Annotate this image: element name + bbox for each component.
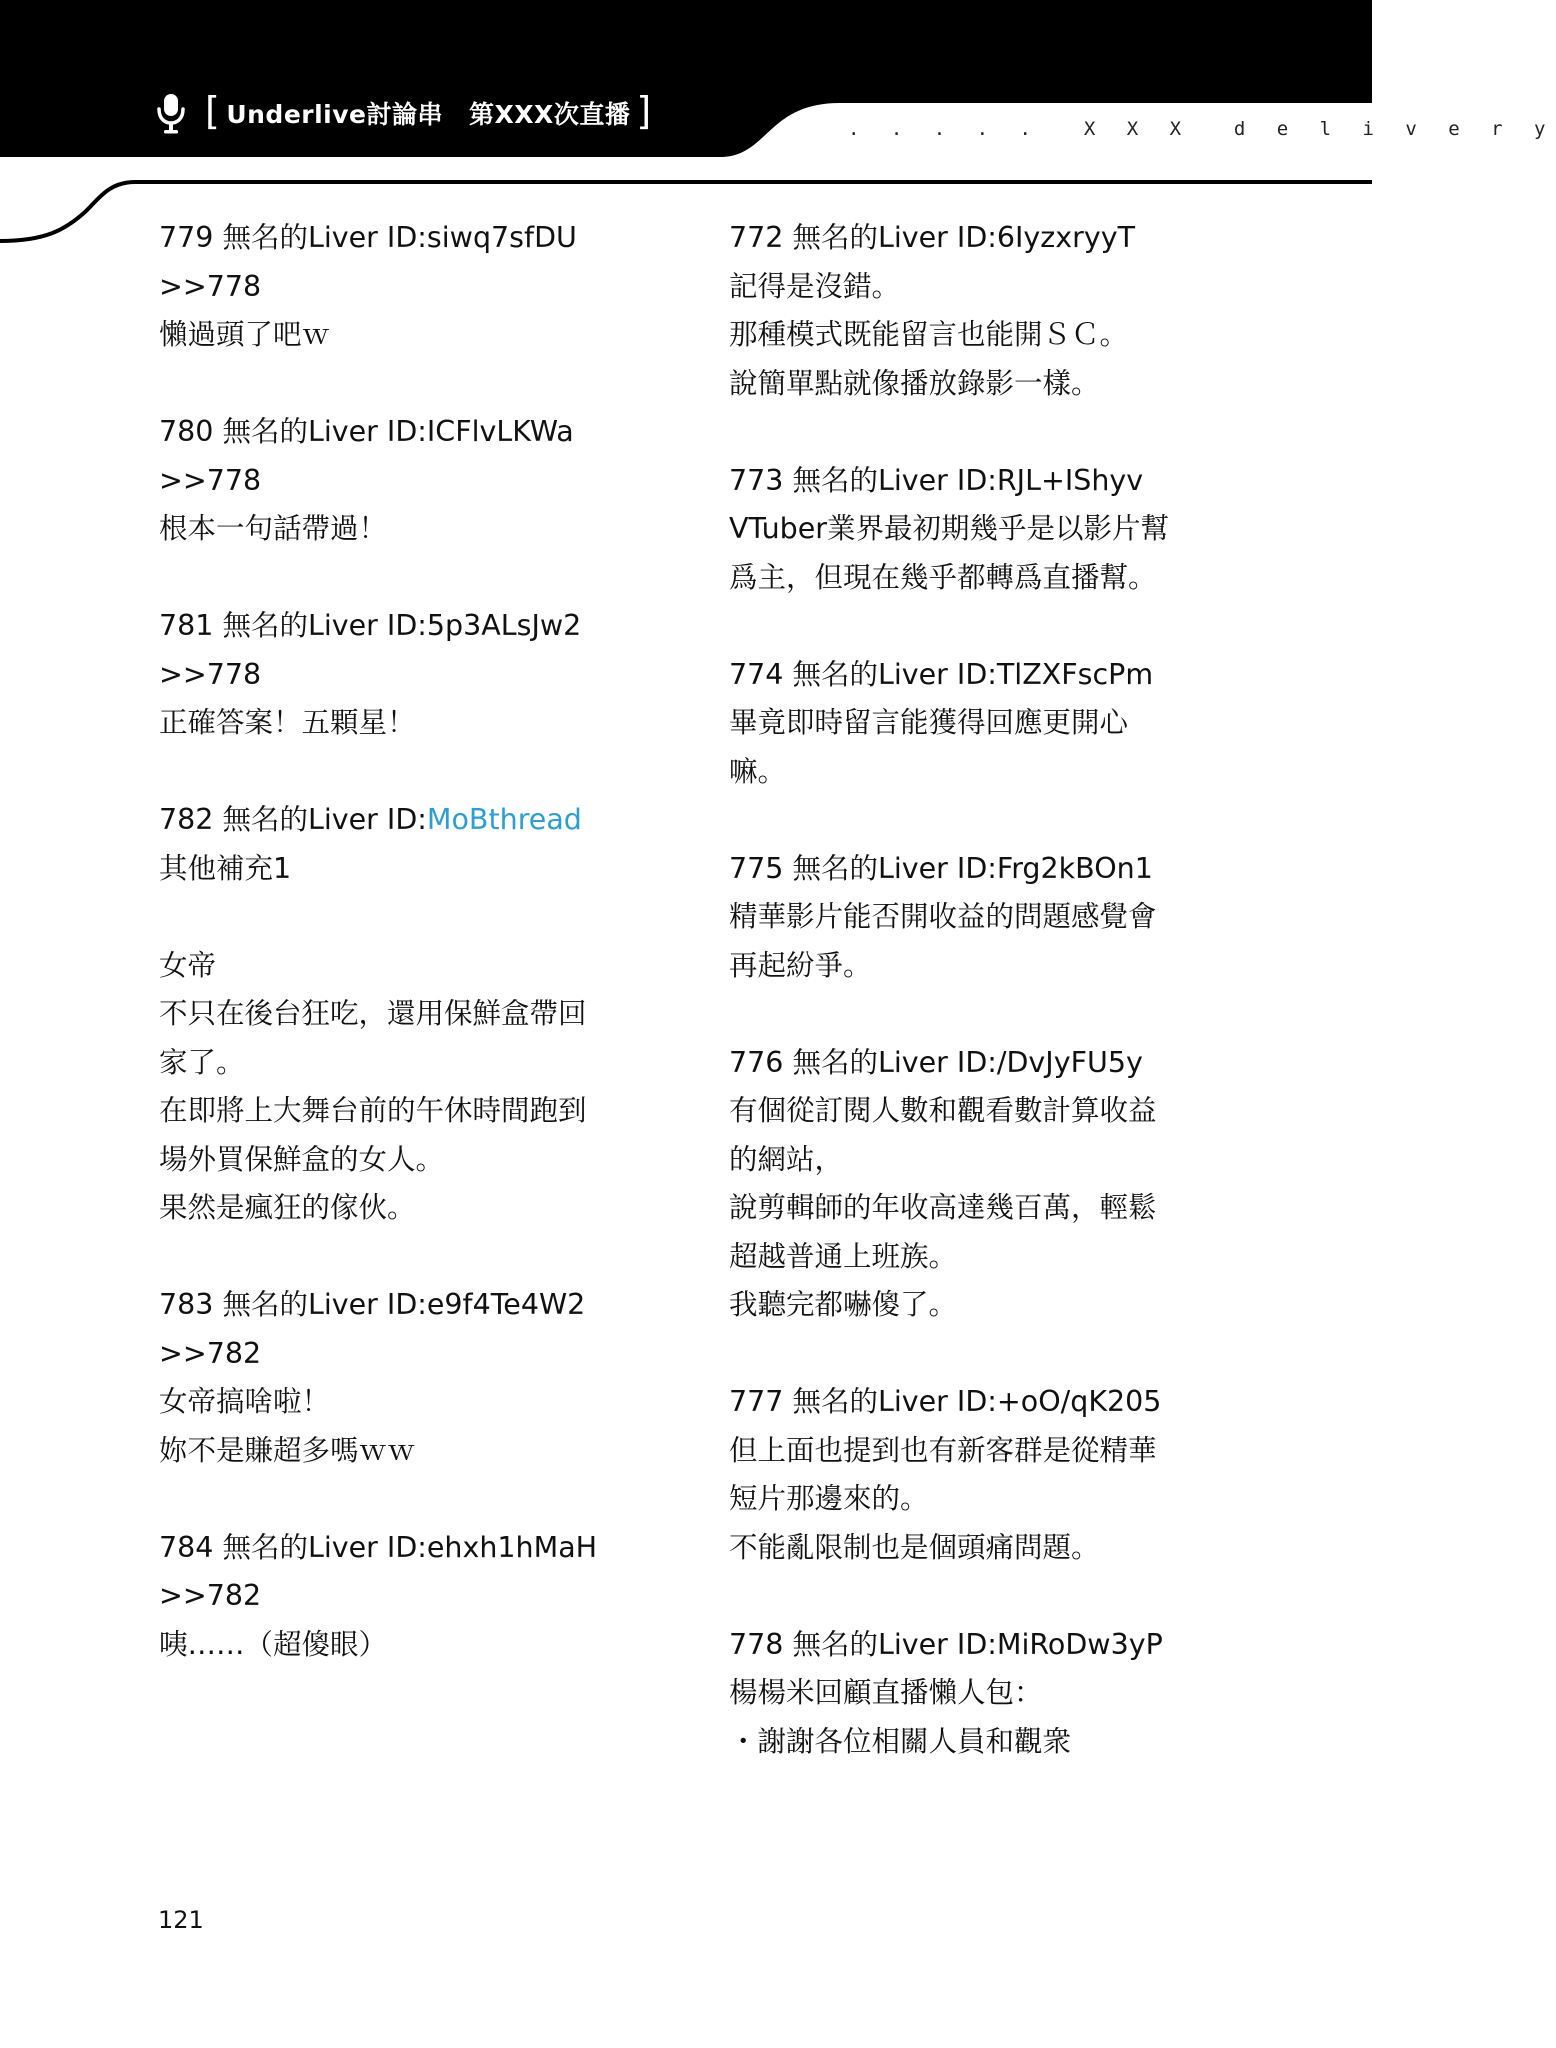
post-line: 妳不是賺超多嗎ｗｗ (159, 1433, 416, 1467)
post-line (159, 893, 659, 942)
post-line: 不只在後台狂吃，還用保鮮盒帶回 (159, 997, 587, 1030)
header-title (155, 88, 658, 138)
right-column (729, 214, 1209, 1815)
post-header-prefix: 782 無名的Liver ID: (159, 803, 427, 836)
post-line: >>782 (159, 1336, 262, 1370)
title-bracket-open: [ (205, 89, 221, 133)
post-780 (159, 408, 659, 554)
post-775 (729, 845, 1209, 991)
post-line: 說簡單點就像播放錄影一樣。 (729, 366, 1100, 400)
post-line: 在即將上大舞台前的午休時間跑到 (159, 1094, 587, 1127)
post-773 (729, 457, 1209, 603)
post-778 (729, 1621, 1209, 1767)
post-line: 的網站， (729, 1142, 844, 1176)
stream-number: 第XXX次直播 (469, 100, 631, 129)
post-779 (159, 214, 659, 360)
post-line: >>778 (159, 657, 262, 691)
post-header: 780 無名的Liver ID:ICFlvLKWa (159, 415, 574, 448)
post-header (159, 796, 659, 845)
post-line: 女帝搞啥啦！ (159, 1385, 331, 1418)
post-header: 777 無名的Liver ID:+oO/qK205 (729, 1385, 1162, 1418)
post-782 (159, 796, 659, 1233)
post-line: >>782 (159, 1579, 262, 1612)
post-line: ・謝謝各位相關人員和觀衆 (729, 1724, 1072, 1758)
post-line: 場外買保鮮盒的女人。 (159, 1142, 445, 1176)
page-number: 121 (158, 1906, 204, 1934)
post-line: 不能亂限制也是個頭痛問題。 (729, 1530, 1100, 1564)
post-header: 776 無名的Liver ID:/DvJyFU5y (729, 1045, 1143, 1079)
post-line: 有個從訂閱人數和觀看數計算收益 (729, 1094, 1157, 1127)
post-line: 果然是瘋狂的傢伙。 (159, 1191, 416, 1224)
post-line: 記得是沒錯。 (729, 269, 901, 303)
post-line: 精華影片能否開收益的問題感覺會 (729, 900, 1157, 933)
post-772 (729, 214, 1209, 408)
post-line: 再起紛爭。 (729, 948, 872, 982)
post-783 (159, 1281, 659, 1475)
post-line: 超越普通上班族。 (729, 1239, 958, 1273)
post-line: 那種模式既能留言也能開ＳＣ。 (729, 318, 1129, 351)
post-line: 短片那邊來的。 (729, 1482, 929, 1515)
post-header: 774 無名的Liver ID:TlZXFscPm (729, 657, 1154, 691)
post-line: 說剪輯師的年收高達幾百萬，輕鬆 (729, 1191, 1157, 1224)
post-line: 嘛。 (729, 754, 787, 788)
post-header: 783 無名的Liver ID:e9f4Te4W2 (159, 1288, 586, 1321)
post-header: 784 無名的Liver ID:ehxh1hMaH (159, 1530, 598, 1564)
post-line: VTuber業界最初期幾乎是以影片幫 (729, 512, 1169, 545)
post-line: 家了。 (159, 1045, 245, 1079)
post-line: 我聽完都嚇傻了。 (729, 1288, 958, 1321)
post-777 (729, 1378, 1209, 1572)
post-line: 女帝 (159, 948, 217, 982)
microphone-icon (155, 92, 187, 134)
post-line: 畢竟即時留言能獲得回應更開心 (729, 706, 1129, 739)
post-776 (729, 1039, 1209, 1330)
post-header: 775 無名的Liver ID:Frg2kBOn1 (729, 851, 1153, 885)
post-781 (159, 602, 659, 748)
post-header: 773 無名的Liver ID:RJL+IShyv (729, 463, 1144, 497)
title-bracket-close: ] (636, 89, 652, 133)
left-column (159, 214, 659, 1718)
delivery-label: . . . . . X X X d e l i v e r y (848, 118, 1556, 140)
post-line: 爲主，但現在幾乎都轉爲直播幫。 (729, 560, 1157, 594)
post-line: 根本一句話帶過！ (159, 512, 388, 545)
post-line: 楊楊米回顧直播懶人包： (729, 1676, 1043, 1709)
post-line: 正確答案！五顆星！ (159, 706, 416, 739)
post-line: 但上面也提到也有新客群是從精華 (729, 1433, 1157, 1467)
post-header: 772 無名的Liver ID:6IyzxryyT (729, 221, 1135, 254)
post-774 (729, 651, 1209, 797)
post-line: 懶過頭了吧ｗ (159, 318, 331, 351)
poster-id-link[interactable]: MoBthread (426, 803, 582, 836)
post-line: 其他補充1 (159, 851, 292, 885)
post-line: >>778 (159, 463, 262, 497)
post-header: 778 無名的Liver ID:MiRoDw3yP (729, 1627, 1163, 1661)
post-line: >>778 (159, 269, 262, 303)
post-header: 781 無名的Liver ID:5p3ALsJw2 (159, 609, 582, 642)
post-line: 咦……（超傻眼） (159, 1627, 388, 1661)
thread-title: Underlive討論串 (226, 100, 443, 129)
post-784 (159, 1524, 659, 1670)
post-header: 779 無名的Liver ID:siwq7sfDU (159, 221, 577, 254)
